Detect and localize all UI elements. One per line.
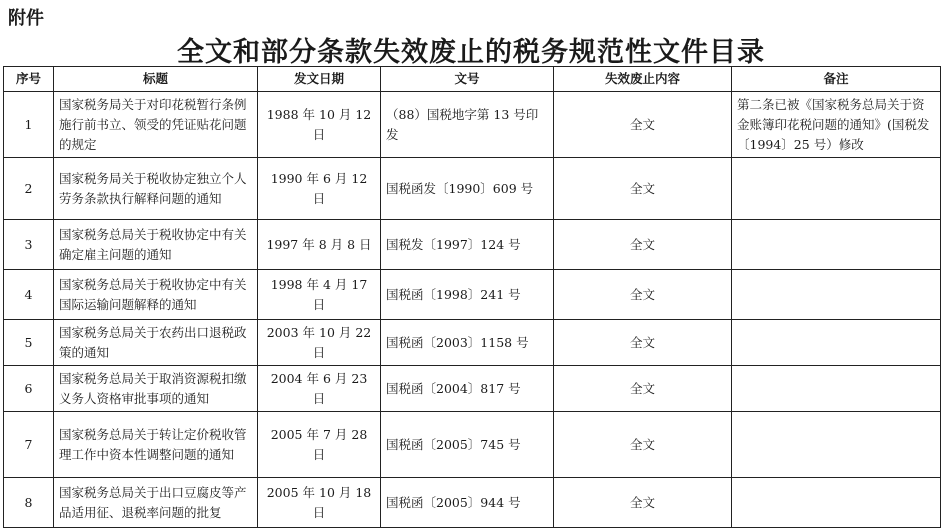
row-date: 2004 年 6 月 23 日 xyxy=(258,366,381,412)
row-title: 国家税务局关于对印花税暂行条例施行前书立、领受的凭证贴花问题的规定 xyxy=(54,92,258,158)
row-no: 7 xyxy=(4,412,54,478)
table-header-row xyxy=(4,67,941,92)
row-no: 5 xyxy=(4,320,54,366)
row-doc-no: 国税函发〔1990〕609 号 xyxy=(381,158,554,220)
row-no: 8 xyxy=(4,478,54,528)
row-scope: 全文 xyxy=(554,92,732,158)
row-scope: 全文 xyxy=(554,270,732,320)
row-scope: 全文 xyxy=(554,158,732,220)
table-row xyxy=(4,92,941,158)
row-date: 2003 年 10 月 22 日 xyxy=(258,320,381,366)
row-doc-no: 国税函〔2003〕1158 号 xyxy=(381,320,554,366)
row-note: 第二条已被《国家税务总局关于资金账簿印花税问题的通知》(国税发〔1994〕25 号）修改 xyxy=(732,92,941,158)
row-title: 国家税务总局关于税收协定中有关国际运输问题解释的通知 xyxy=(54,270,258,320)
row-note xyxy=(732,158,941,220)
row-doc-no: （88）国税地字第 13 号印发 xyxy=(381,92,554,158)
row-title: 国家税务总局关于税收协定中有关确定雇主问题的通知 xyxy=(54,220,258,270)
row-doc-no: 国税函〔1998〕241 号 xyxy=(381,270,554,320)
row-date: 2005 年 7 月 28 日 xyxy=(258,412,381,478)
row-doc-no: 国税函〔2004〕817 号 xyxy=(381,366,554,412)
header-no: 序号 xyxy=(4,67,54,92)
page-title: 全文和部分条款失效废止的税务规范性文件目录 xyxy=(177,37,765,68)
row-date: 1997 年 8 月 8 日 xyxy=(258,220,381,270)
row-title: 国家税务局关于税收协定独立个人劳务条款执行解释问题的通知 xyxy=(54,158,258,220)
row-scope: 全文 xyxy=(554,320,732,366)
table-row xyxy=(4,158,941,220)
row-no: 3 xyxy=(4,220,54,270)
row-title: 国家税务总局关于出口豆腐皮等产品适用征、退税率问题的批复 xyxy=(54,478,258,528)
row-no: 1 xyxy=(4,92,54,158)
row-no: 6 xyxy=(4,366,54,412)
row-note xyxy=(732,220,941,270)
header-date: 发文日期 xyxy=(258,67,381,92)
attachment-label: 附件 xyxy=(8,8,44,29)
row-scope: 全文 xyxy=(554,220,732,270)
row-note xyxy=(732,366,941,412)
header-scope: 失效废止内容 xyxy=(554,67,732,92)
row-note xyxy=(732,270,941,320)
row-title: 国家税务总局关于转让定价税收管理工作中资本性调整问题的通知 xyxy=(54,412,258,478)
row-note xyxy=(732,412,941,478)
row-title: 国家税务总局关于取消资源税扣缴义务人资格审批事项的通知 xyxy=(54,366,258,412)
document-table xyxy=(3,66,941,528)
row-title: 国家税务总局关于农药出口退税政策的通知 xyxy=(54,320,258,366)
row-date: 2005 年 10 月 18 日 xyxy=(258,478,381,528)
row-scope: 全文 xyxy=(554,366,732,412)
row-scope: 全文 xyxy=(554,412,732,478)
row-no: 2 xyxy=(4,158,54,220)
table-row xyxy=(4,270,941,320)
row-date: 1998 年 4 月 17 日 xyxy=(258,270,381,320)
row-doc-no: 国税函〔2005〕944 号 xyxy=(381,478,554,528)
row-no: 4 xyxy=(4,270,54,320)
header-title: 标题 xyxy=(54,67,258,92)
table-row xyxy=(4,366,941,412)
row-doc-no: 国税发〔1997〕124 号 xyxy=(381,220,554,270)
table-row xyxy=(4,478,941,528)
table-row xyxy=(4,412,941,478)
row-date: 1988 年 10 月 12 日 xyxy=(258,92,381,158)
row-scope: 全文 xyxy=(554,478,732,528)
row-date: 1990 年 6 月 12 日 xyxy=(258,158,381,220)
table-row xyxy=(4,320,941,366)
header-doc-no: 文号 xyxy=(381,67,554,92)
header-note: 备注 xyxy=(732,67,941,92)
table-row xyxy=(4,220,941,270)
row-note xyxy=(732,478,941,528)
row-note xyxy=(732,320,941,366)
row-doc-no: 国税函〔2005〕745 号 xyxy=(381,412,554,478)
